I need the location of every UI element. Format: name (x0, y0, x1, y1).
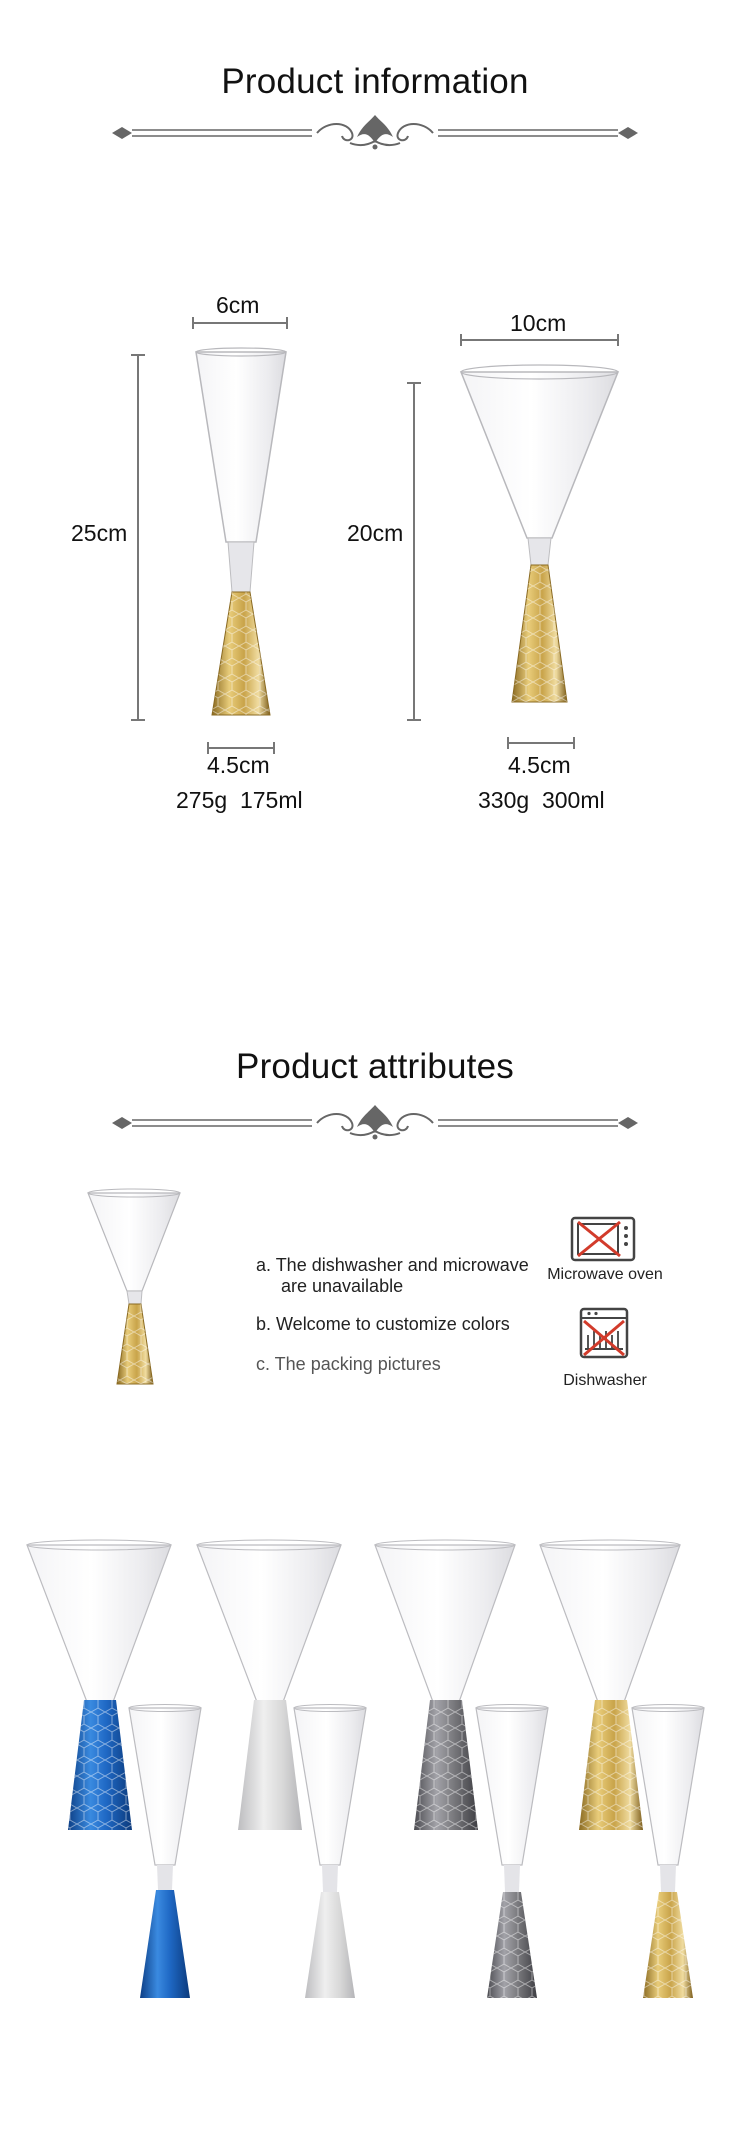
flute-height: 25cm (71, 520, 128, 546)
attribute-item-b: b. Welcome to customize colors (256, 1314, 510, 1334)
cocktail-top-width: 10cm (510, 310, 567, 336)
microwave-icon (570, 1216, 636, 1262)
flute-top-width: 6cm (216, 292, 260, 318)
cocktail-glass-diagram (400, 330, 640, 730)
gold-flute-glass (632, 1705, 704, 1999)
product-attributes-title: Product attributes (236, 1047, 514, 1086)
flute-base-width: 4.5cm (207, 752, 270, 778)
cocktail-height: 20cm (347, 520, 404, 546)
product-information-title: Product information (221, 62, 529, 101)
color-variants-photo (0, 1520, 750, 2020)
cocktail-weight-volume: 330g 300ml (478, 787, 605, 813)
flute-weight-volume: 275g 175ml (176, 787, 303, 813)
flute-glass-diagram (120, 310, 340, 730)
attribute-item-c: c. The packing pictures (256, 1354, 441, 1374)
cocktail-glass-thumbnail (85, 1188, 185, 1388)
ornament-divider-2 (112, 1101, 638, 1145)
blue-flute-glass (129, 1705, 201, 1999)
microwave-oven-label: Microwave oven (547, 1266, 663, 1283)
ornament-divider-1 (112, 111, 638, 155)
frosted-flute-glass (294, 1705, 366, 1999)
grey-flute-glass (476, 1705, 548, 1999)
attribute-item-a: a. The dishwasher and microwave are unavailable (256, 1255, 529, 1296)
dishwasher-label: Dishwasher (563, 1372, 647, 1389)
dishwasher-icon (579, 1307, 629, 1359)
cocktail-base-width: 4.5cm (508, 752, 571, 778)
